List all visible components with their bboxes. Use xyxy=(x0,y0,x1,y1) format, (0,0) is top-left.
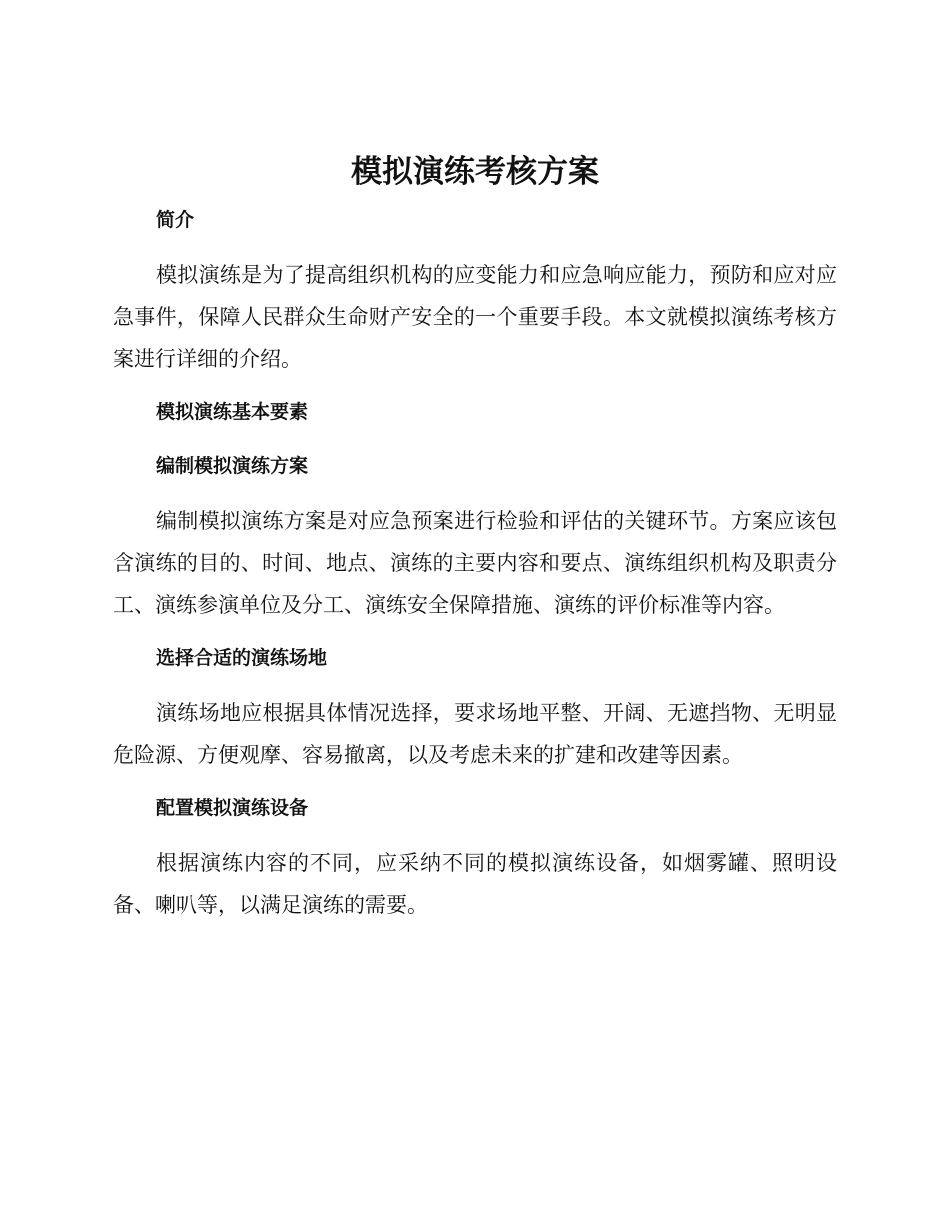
section-heading-choose-site: 选择合适的演练场地 xyxy=(156,647,328,669)
section-paragraph-intro: 模拟演练是为了提高组织机构的应变能力和应急响应能力，预防和应对应急事件，保障人民群众生命财产安全的一个重要手段。本文就模拟演练考核方案进行详细的介绍。 xyxy=(113,263,837,371)
section-paragraph-choose-site: 演练场地应根据具体情况选择，要求场地平整、开阔、无遮挡物、无明显危险源、方便观摩、容易撤离，以及考虑未来的扩建和改建等因素。 xyxy=(113,701,837,767)
section-heading-basic-elements: 模拟演练基本要素 xyxy=(156,401,309,423)
section-paragraph-configure-equipment: 根据演练内容的不同，应采纳不同的模拟演练设备，如烟雾罐、照明设备、喇叭等，以满足演练的需要。 xyxy=(113,851,837,917)
document-body xyxy=(113,150,837,926)
page-title: 模拟演练考核方案 xyxy=(351,154,599,190)
section-heading-intro: 简介 xyxy=(156,209,195,231)
section-heading-configure-equipment: 配置模拟演练设备 xyxy=(156,797,309,819)
section-heading-prepare-plan: 编制模拟演练方案 xyxy=(156,455,309,477)
section-paragraph-prepare-plan: 编制模拟演练方案是对应急预案进行检验和评估的关键环节。方案应该包含演练的目的、时间、地点、演练的主要内容和要点、演练组织机构及职责分工、演练参演单位及分工、演练安全保障措施、演练的评价标准等内容。 xyxy=(113,509,837,617)
